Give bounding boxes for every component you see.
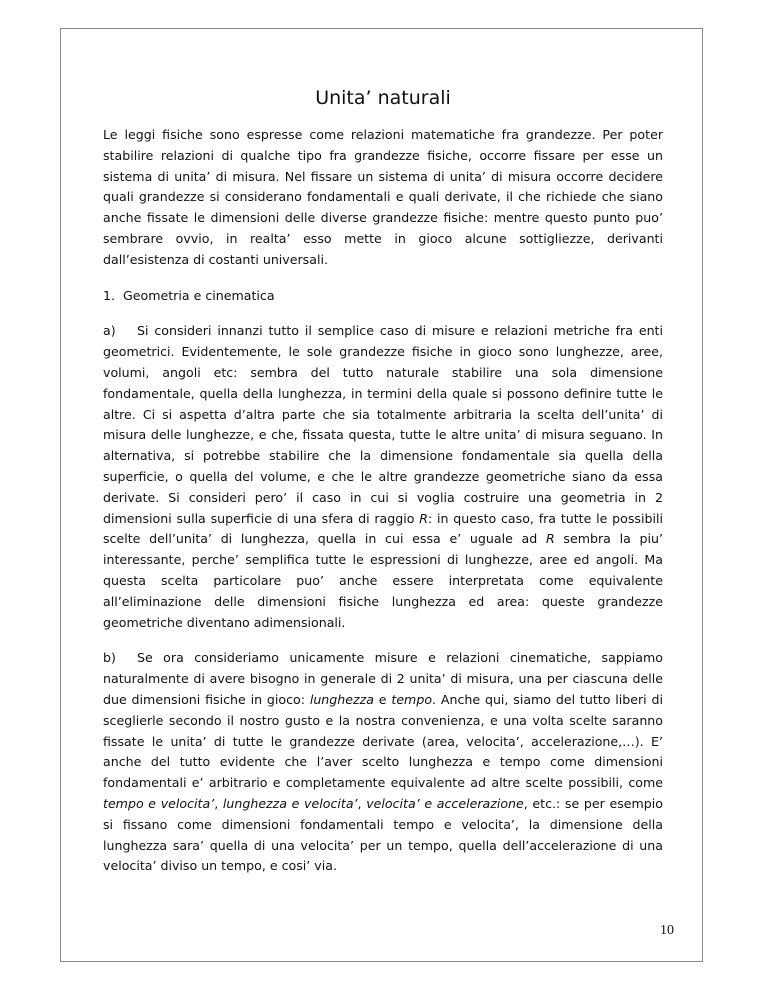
page-number: 10: [660, 923, 674, 938]
paragraph-b-choice-2: lunghezza e velocita’: [222, 795, 358, 811]
section-number: 1.: [103, 287, 116, 303]
paragraph-b-choice-3: velocita’ e accelerazione: [366, 795, 524, 811]
document-page: [60, 28, 703, 962]
paragraph-b-term-lunghezza: lunghezza: [309, 691, 374, 707]
paragraph-b-conjunction: e: [373, 691, 392, 707]
page-content: [103, 85, 663, 892]
paragraph-a-symbol-r: R: [545, 531, 555, 547]
intro-paragraph: Le leggi fisiche sono espresse come relazioni matematiche fra grandezze. Per poter stabilire relazioni di qualche tipo fra grandezze fisiche, occorre fissare per esse un sistema di unita’ di misura. Nel fissare un sistema di unita’ di misura occorre decidere quali grandezze si considerano fondamentali e quali derivate, il che richiede che siano anche fissate le dimensioni delle diverse grandezze fisiche: mentre questo punto puo’ sembrare ovvio, in realta’ esso mette in gioco alcune sottigliezze, derivanti dall’esistenza di costanti universali.: [103, 127, 663, 267]
paragraph-a-text-2: : in questo caso, fra tutte le possibili scelte dell’unita’ di lunghezza, quella in cui essa e’ uguale ad: [103, 510, 663, 547]
paragraph-a-text-3: sembra la piu’ interessante, perche’ semplifica tutte le espressioni di lunghezze, aree ed angoli. Ma questa scelta particolare puo’ anche essere interpretata come equivalente all’eliminazione delle dimensioni fisiche lunghezza ed area: queste grandezze geometriche diventano adimensionali.: [103, 531, 663, 630]
paragraph-b-text-1: Se ora consideriamo unicamente misure e relazioni cinematiche, sappiamo naturalmente di avere bisogno in generale di 2 unita’ di misura, una per ciascuna delle due dimensioni fisiche in gioco:: [103, 650, 663, 707]
paragraph-b-separator: ,: [214, 795, 223, 811]
paragraph-b-text-3: , etc.: se per esempio si fissano come dimensioni fondamentali tempo e velocita’, la dimensione della lunghezza sara’ quella di una velocita’ per un tempo, quella dell’accelerazione di una velocita’ diviso un tempo, e cosi’ via.: [103, 795, 663, 874]
paragraph-b: [103, 648, 663, 877]
paragraph-b-marker: b): [103, 650, 116, 666]
paragraph-a: [103, 321, 663, 633]
paragraph-b-term-tempo: tempo: [391, 691, 433, 707]
paragraph-b-separator: ,: [357, 795, 367, 811]
paragraph-b-text-2: . Anche qui, siamo del tutto liberi di sceglierle secondo il nostro gusto e la nostra convenienza, e una volta scelte saranno fissate le unita’ di tutte le grandezze derivate (area, velocita’, accelerazione,…). E’ anche del tutto evidente che l’aver scelto lunghezza e tempo come dimensioni fondamentali e’ arbitrario e completamente equivalente ad altre scelte possibili, come: [103, 691, 663, 791]
section-heading: [103, 286, 663, 307]
section-title: Geometria e cinematica: [123, 287, 275, 303]
paragraph-b-choice-1: tempo e velocita’: [103, 795, 215, 811]
paragraph-a-text-1: Si consideri innanzi tutto il semplice caso di misure e relazioni metriche fra enti geometrici. Evidentemente, le sole grandezze fisiche in gioco sono lunghezze, aree, volumi, angoli etc: sembra del tutto naturale stabilire una sola dimensione fondamentale, quella della lunghezza, in termini della quale si possono definire tutte le altre. Ci si aspetta d’altra parte che sia totalmente arbitraria la scelta dell’unita’ di misura delle lunghezze, e che, fissata questa, tutte le altre unita’ di misura seguano. In alternativa, si potrebbe stabilire che la dimensione fondamentale sia quella della superficie, o quella del volume, e che le altre grandezze geometriche siano da essa derivate. Si consideri pero’ il caso in cui si voglia costruire una geometria in 2 dimensioni sulla superficie di una sfera di raggio: [103, 323, 663, 526]
paragraph-a-marker: a): [103, 323, 116, 339]
paragraph-a-symbol-r: R: [419, 510, 428, 526]
page-title: Unita’ naturali: [315, 87, 451, 109]
